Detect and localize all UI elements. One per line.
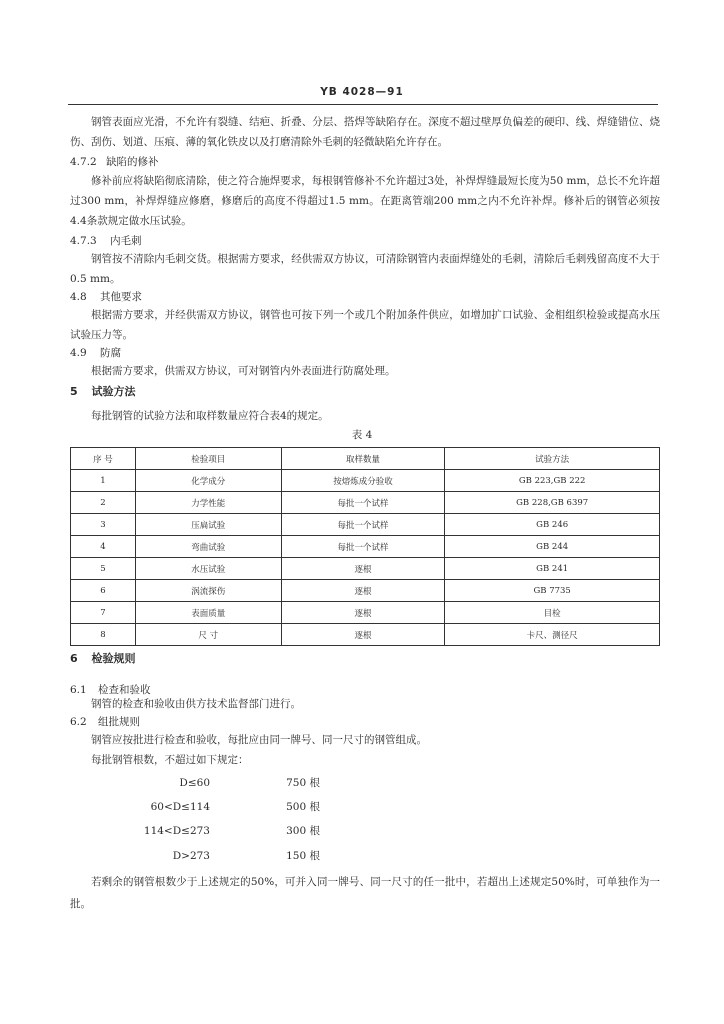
table-cell: 卡尺、测径尺 xyxy=(445,624,660,646)
section-number: 6.1 xyxy=(70,684,87,696)
column-header: 取样数量 xyxy=(281,448,445,470)
table-cell: 尺 寸 xyxy=(135,624,281,646)
table-row xyxy=(71,536,660,558)
column-header: 检验项目 xyxy=(135,448,281,470)
table-cell: 3 xyxy=(71,514,136,536)
table-cell: GB 223,GB 222 xyxy=(445,470,660,492)
table-cell: 涡流探伤 xyxy=(135,580,281,602)
section-4-9-heading xyxy=(70,344,121,362)
section-4-7-3-heading xyxy=(70,232,142,250)
section-title: 试验方法 xyxy=(91,385,136,398)
section-4-8-heading xyxy=(70,288,142,306)
paragraph-remainder: 若剩余的钢管根数少于上述规定的50%，可并入同一牌号、同一尺寸的任一批中，若超出上述规定50%时，可单独作为一批。 xyxy=(70,876,660,910)
table-cell: 8 xyxy=(71,624,136,646)
column-header: 试验方法 xyxy=(445,448,660,470)
section-title: 检查和验收 xyxy=(98,684,151,696)
paragraph-repair: 修补前应将缺陷彻底清除，使之符合施焊要求，每根钢管修补不允许超过3处，补焊焊缝最短长度为50 mm，总长不允许超过300 mm，补焊焊缝应修磨，修磨后的高度不得超过1.5 mm。在距离管端200 mm之内不允许补焊。修补后的钢管必须按4.4条款规定做水压试验。 xyxy=(70,175,660,227)
table-cell: 4 xyxy=(71,536,136,558)
table-cell: 1 xyxy=(71,470,136,492)
section-number: 6.2 xyxy=(70,716,87,728)
table-cell: 每批一个试样 xyxy=(281,536,445,558)
table-cell: 力学性能 xyxy=(135,492,281,514)
batch-rule-count: 750 根 xyxy=(286,777,320,789)
section-title: 检验规则 xyxy=(91,652,136,665)
table-row xyxy=(71,558,660,580)
section-4-7-2-heading xyxy=(70,153,159,171)
table-cell: 逐根 xyxy=(281,580,445,602)
batch-rule-condition: 60<D≤114 xyxy=(150,801,210,813)
table-cell: 每批一个试样 xyxy=(281,492,445,514)
table-cell: GB 228,GB 6397 xyxy=(445,492,660,514)
table-cell: 弯曲试验 xyxy=(135,536,281,558)
table-cell: 压扁试验 xyxy=(135,514,281,536)
section-title: 组批规则 xyxy=(98,716,141,728)
table-row xyxy=(71,514,660,536)
batch-rule-count: 500 根 xyxy=(286,801,320,813)
table-4 xyxy=(70,447,660,646)
paragraph-batching: 钢管应按批进行检查和验收，每批应由同一牌号、同一尺寸的钢管组成。 xyxy=(91,734,427,746)
section-number: 4.7.2 xyxy=(70,156,97,168)
table-header-row xyxy=(71,448,660,470)
table-cell: GB 7735 xyxy=(445,580,660,602)
section-5-heading xyxy=(70,383,136,401)
table-cell: 逐根 xyxy=(281,602,445,624)
table-cell: 6 xyxy=(71,580,136,602)
paragraph-other: 根据需方要求，并经供需双方协议，钢管也可按下列一个或几个附加条件供应，如增加扩口试验、金相组织检验或提高水压试验压力等。 xyxy=(70,309,660,341)
column-header: 序 号 xyxy=(71,448,136,470)
paragraph-batch-limit: 每批钢管根数，不超过如下规定： xyxy=(91,754,249,766)
section-6-heading xyxy=(70,650,136,668)
table-row xyxy=(71,602,660,624)
section-number: 4.7.3 xyxy=(70,235,97,247)
table-cell: 每批一个试样 xyxy=(281,514,445,536)
paragraph-burr: 钢管按不清除内毛刺交货。根据需方要求，经供需双方协议，可清除钢管内表面焊缝处的毛刺，清除后毛刺残留高度不大于0.5 mm。 xyxy=(70,253,660,285)
page-header: YB 4028—91 xyxy=(320,86,404,98)
table-cell: 逐根 xyxy=(281,624,445,646)
table-cell: 7 xyxy=(71,602,136,624)
table-cell: 按熔炼成分验收 xyxy=(281,470,445,492)
table-cell: 化学成分 xyxy=(135,470,281,492)
section-number: 4.9 xyxy=(70,347,87,359)
batch-rule-count: 150 根 xyxy=(286,850,320,862)
section-title: 内毛刺 xyxy=(110,235,142,247)
section-title: 其他要求 xyxy=(100,291,143,303)
table-cell: GB 246 xyxy=(445,514,660,536)
table-cell: GB 244 xyxy=(445,536,660,558)
section-number: 4.8 xyxy=(70,291,87,303)
section-title: 缺陷的修补 xyxy=(106,156,159,168)
table-cell: 逐根 xyxy=(281,558,445,580)
section-title: 防腐 xyxy=(100,347,122,359)
table-caption: 表 4 xyxy=(351,429,373,441)
paragraph-anticorrosion: 根据需方要求，供需双方协议，可对钢管内外表面进行防腐处理。 xyxy=(91,365,396,377)
section-number: 5 xyxy=(70,385,78,398)
table-cell: GB 241 xyxy=(445,558,660,580)
table-cell: 2 xyxy=(71,492,136,514)
table-cell: 表面质量 xyxy=(135,602,281,624)
batch-rule-condition: 114<D≤273 xyxy=(143,825,210,837)
table-row xyxy=(71,470,660,492)
paragraph-inspection: 钢管的检查和验收由供方技术监督部门进行。 xyxy=(91,698,301,710)
batch-rule-condition: D≤60 xyxy=(179,777,210,789)
table-cell: 水压试验 xyxy=(135,558,281,580)
batch-rule-count: 300 根 xyxy=(286,825,320,837)
paragraph-test-methods: 每批钢管的试验方法和取样数量应符合表4的规定。 xyxy=(91,410,329,422)
section-6-2-heading xyxy=(70,713,140,731)
table-row xyxy=(71,492,660,514)
table-row xyxy=(71,580,660,602)
section-number: 6 xyxy=(70,652,78,665)
table-cell: 5 xyxy=(71,558,136,580)
table-cell: 目检 xyxy=(445,602,660,624)
header-rule xyxy=(68,104,658,105)
table-row xyxy=(71,624,660,646)
batch-rule-condition: D>273 xyxy=(172,850,210,862)
paragraph-surface: 钢管表面应光滑，不允许有裂缝、结疤、折叠、分层、搭焊等缺陷存在。深度不超过壁厚负偏差的硬印、线、焊缝错位、烧伤、刮伤、划道、压痕、薄的氧化铁皮以及打磨清除外毛刺的轻微缺陷允许存在。 xyxy=(70,116,660,148)
